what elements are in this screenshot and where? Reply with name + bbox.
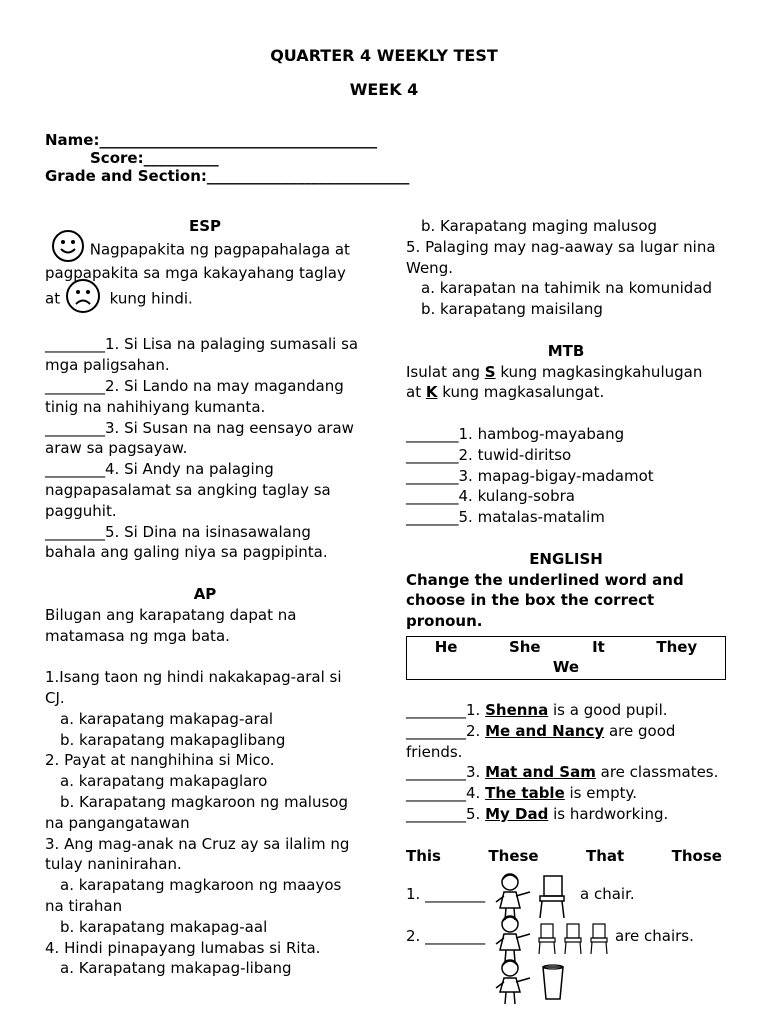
esp-heading: ESP [188, 217, 222, 235]
esp-item-line: ________1. Si Lisa na palaging sumasali sa [45, 335, 359, 354]
english-item: ________5. My Dad is hardworking. [406, 804, 669, 823]
english-instruction-3: pronoun. [406, 612, 483, 631]
ap-question-3: 3. Ang mag-anak na Cruz ay sa ilalim ng [45, 834, 350, 853]
chair-icon [534, 874, 570, 920]
esp-item-line: mga paligsahan. [45, 356, 170, 375]
picture-item-1-label: 1. ________ [406, 885, 486, 904]
demonstrative-word: These [488, 846, 539, 865]
demonstrative-word: That [586, 846, 625, 865]
mtb-instruction-1: Isulat ang S kung magkasingkahulugan [406, 362, 703, 381]
picture-item-2-label: 2. ________ [406, 927, 486, 946]
ap-q3-option-a-cont: na tirahan [45, 896, 123, 915]
left-column [45, 216, 365, 979]
ap-question-5: 5. Palaging may nag-aaway sa lugar nina [406, 237, 716, 256]
mtb-item: _______4. kulang-sobra [406, 487, 575, 506]
ap-question-3-cont: tulay naninirahan. [45, 855, 182, 874]
picture-item-1-text: a chair. [580, 885, 635, 904]
english-instruction-1: Change the underlined word and [406, 570, 684, 589]
esp-instruction-3: at kung hindi. [45, 284, 365, 314]
esp-item-line: nagpapasalamat sa angking taglay sa [45, 480, 331, 499]
demonstrative-word: This [406, 846, 441, 865]
picture-item-2-text: are chairs. [615, 927, 694, 946]
name-line: Name:_____________________________________ [45, 131, 377, 149]
ap-instruction-2: matamasa ng mga bata. [45, 626, 230, 645]
grade-section-line: Grade and Section:___________________________ [45, 167, 410, 185]
english-item: ________3. Mat and Sam are classmates. [406, 763, 719, 782]
pronoun-option: It [592, 637, 605, 656]
ap-q4-option-b: b. Karapatang maging malusog [421, 217, 658, 235]
ap-question-1: 1.Isang taon ng hindi nakakapag-aral si [45, 668, 342, 687]
esp-item-line: pagguhit. [45, 501, 117, 520]
glass-icon [540, 964, 566, 1002]
english-item: ________1. Shenna is a good pupil. [406, 700, 668, 719]
chairs-group-icon [538, 922, 610, 956]
english-heading: ENGLISH [529, 549, 603, 568]
esp-item-line: ________4. Si Andy na palaging [45, 460, 274, 479]
ap-q2-option-b: b. Karapatang magkaroon ng malusog [60, 792, 348, 811]
english-instruction-2: choose in the box the correct [406, 591, 655, 610]
week-label: WEEK 4 [349, 80, 419, 99]
ap-heading: AP [193, 584, 217, 603]
ap-question-5-cont: Weng. [406, 258, 453, 277]
picture-item-3 [406, 958, 726, 1004]
pronoun-row [409, 637, 723, 657]
ap-instruction-1: Bilugan ang karapatang dapat na [45, 605, 297, 624]
pronoun-option: We [552, 657, 580, 676]
pronoun-option: They [656, 637, 698, 656]
demonstrative-words-row [406, 846, 722, 867]
ap-q2-option-a: a. karapatang makapaglaro [60, 772, 268, 791]
mtb-item: _______1. hambog-mayabang [406, 424, 625, 443]
ap-q2-option-b-cont: na pangangatawan [45, 813, 190, 832]
score-line: Score:__________ [90, 149, 219, 167]
pronoun-option: She [508, 637, 541, 656]
pronoun-choice-box [406, 636, 726, 680]
mtb-item: _______2. tuwid-diritso [406, 445, 572, 464]
mtb-heading: MTB [547, 341, 585, 360]
demonstrative-word: Those [671, 846, 722, 865]
mtb-item: _______5. matalas-matalim [406, 508, 605, 527]
smiley-face-icon [51, 229, 85, 263]
right-column [406, 216, 726, 1004]
ap-question-4: 4. Hindi pinapayang lumabas si Rita. [45, 938, 321, 957]
mtb-item: _______3. mapag-bigay-madamot [406, 466, 654, 485]
page-title: QUARTER 4 WEEKLY TEST [270, 46, 498, 65]
mtb-instruction-2: at K kung magkasalungat. [406, 383, 605, 402]
esp-instruction-2: pagpapakita sa mga kakayahang taglay [45, 263, 346, 282]
girl-pointing-icon [490, 958, 534, 1006]
sad-face-icon [65, 278, 101, 314]
english-item: ________4. The table is empty. [406, 784, 638, 803]
english-item: ________2. Me and Nancy are good [406, 721, 676, 740]
ap-q3-option-a: a. karapatang magkaroon ng maayos [60, 876, 342, 895]
girl-pointing-icon [490, 914, 534, 964]
ap-question-1-cont: CJ. [45, 688, 65, 707]
ap-question-2: 2. Payat at nanghihina si Mico. [45, 751, 275, 770]
esp-item-line: ________5. Si Dina na isinasawalang [45, 522, 311, 541]
ap-q1-option-b: b. karapatang makapaglibang [60, 730, 286, 749]
esp-item-line: bahala ang galing niya sa pagpipinta. [45, 543, 328, 562]
picture-item-1 [406, 874, 726, 916]
esp-item-line: ________2. Si Lando na may magandang [45, 376, 344, 395]
ap-q5-option-a: a. karapatan na tahimik na komunidad [421, 279, 713, 298]
ap-q1-option-a: a. karapatang makapag-aral [60, 709, 274, 728]
ap-q4-option-a: a. Karapatang makapag-libang [60, 959, 292, 978]
esp-item-line: araw sa pagsayaw. [45, 439, 188, 458]
ap-q5-option-b: b. karapatang maisilang [421, 300, 603, 319]
english-item-cont: friends. [406, 742, 463, 761]
pronoun-option: He [434, 637, 458, 656]
esp-instruction-1: Nagpapakita ng pagpapahalaga at [45, 237, 365, 263]
esp-item-line: ________3. Si Susan na nag eensayo araw [45, 418, 354, 437]
picture-item-2 [406, 916, 726, 958]
ap-q3-option-b: b. karapatang makapag-aal [60, 917, 268, 936]
esp-item-line: tinig na nahihiyang kumanta. [45, 397, 266, 416]
